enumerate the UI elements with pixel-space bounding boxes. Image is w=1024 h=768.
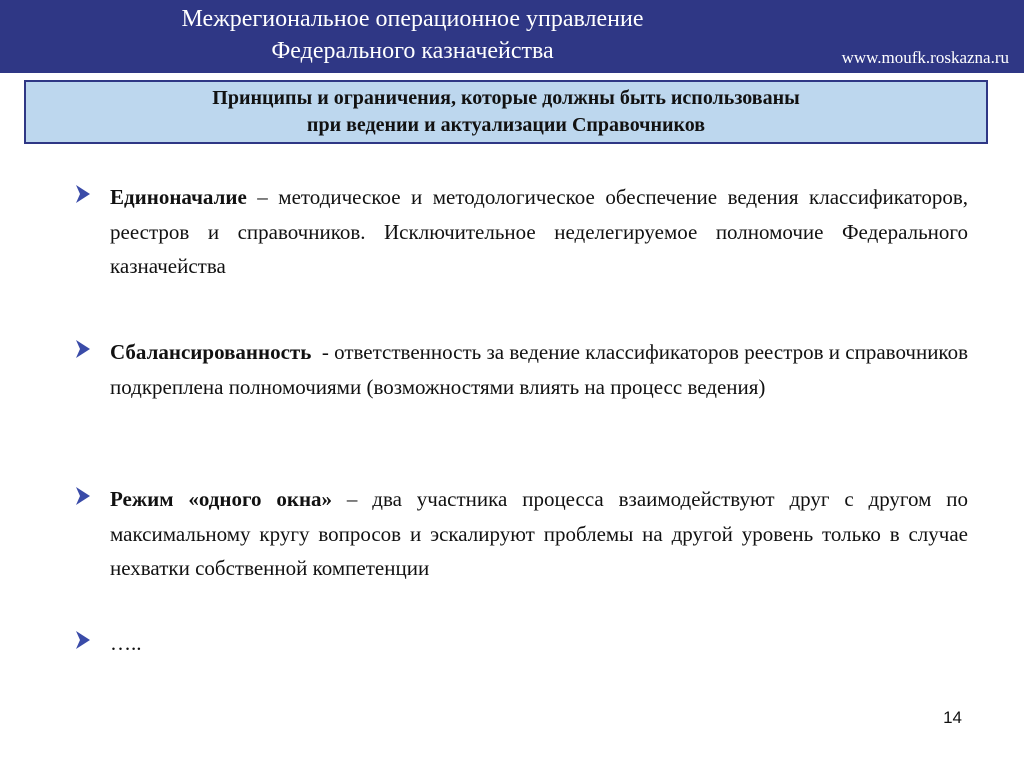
arrow-bullet-icon (74, 183, 92, 205)
bullet-description: ….. (110, 631, 142, 655)
bullet-text (110, 335, 968, 404)
bullet-separator: – (332, 487, 373, 511)
website-url: www.moufk.roskazna.ru (841, 48, 1009, 67)
bullet-term: Сбалансированность (110, 340, 312, 364)
bullet-text (110, 482, 968, 586)
bullet-text (110, 180, 968, 284)
bullet-term: Режим «одного окна» (110, 487, 333, 511)
slide-title-line1: Принципы и ограничения, которые должны быть использованы (212, 87, 800, 109)
bullet-separator: – (246, 185, 279, 209)
organization-name-line2: Федерального казначейства (271, 38, 554, 64)
bullet-description: два участника процесса взаимодействуют друг с другом по максимальному кругу вопросов и эскалируют проблемы на другой уровень только в случае нехватки собственной компетенции (110, 487, 968, 580)
arrow-bullet-icon (74, 485, 92, 507)
bullet-item (74, 482, 968, 586)
slide-title-line2: при ведении и актуализации Справочников (306, 114, 706, 136)
organization-name-line1: Межрегиональное операционное управление (181, 6, 644, 32)
bullet-separator: - (311, 340, 335, 364)
bullet-item (74, 626, 968, 661)
bullet-description: методическое и методологическое обеспечение ведения классификаторов, реестров и справочников. Исключительное неделегируемое полномочие Федерального казначейства (110, 185, 969, 278)
slide-header (0, 0, 1024, 73)
slide-title (24, 80, 988, 144)
arrow-bullet-icon (74, 338, 92, 360)
bullet-description: ответственность за ведение классификаторов реестров и справочников подкреплена полномочиями (возможностями влиять на процесс ведения) (110, 340, 968, 399)
bullet-text (110, 626, 968, 661)
arrow-bullet-icon (74, 629, 92, 651)
bullet-item (74, 180, 968, 284)
page-number: 14 (943, 708, 962, 727)
bullet-item (74, 335, 968, 404)
bullet-term: Единоначалие (110, 185, 247, 209)
